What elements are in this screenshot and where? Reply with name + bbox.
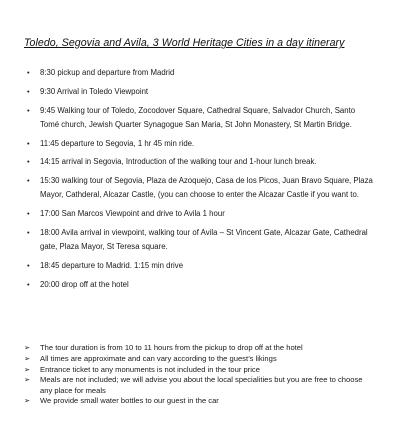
bullet-icon: • xyxy=(27,279,30,289)
bullet-icon: • xyxy=(27,138,30,148)
itinerary-item xyxy=(24,278,374,292)
itinerary-list xyxy=(24,66,374,297)
bullet-icon: • xyxy=(27,176,30,186)
itinerary-item-text: 8:30 pickup and departure from Madrid xyxy=(40,68,175,77)
document-title: Toledo, Segovia and Avila, 3 World Heritage Cities in a day itinerary xyxy=(24,37,345,49)
note-item-text: Entrance ticket to any monuments is not included in the tour price xyxy=(40,364,260,374)
arrow-bullet-icon: ➢ xyxy=(24,375,31,385)
bullet-icon: • xyxy=(27,157,30,167)
itinerary-item xyxy=(24,66,374,80)
itinerary-item xyxy=(24,104,374,132)
arrow-bullet-icon: ➢ xyxy=(24,343,31,352)
itinerary-item xyxy=(24,226,374,254)
note-item xyxy=(24,365,376,375)
itinerary-item-text: 20:00 drop off at the hotel xyxy=(40,279,129,289)
arrow-bullet-icon: ➢ xyxy=(24,396,31,406)
note-item-text: Meals are not included; we will advise you about the local specialities but you are free to choose any place for meals xyxy=(40,375,363,395)
itinerary-item xyxy=(24,207,374,221)
arrow-bullet-icon: ➢ xyxy=(24,364,31,374)
itinerary-item xyxy=(24,174,374,202)
itinerary-item-text: 18:00 Avila arrival in viewpoint, walking tour of Avila – St Vincent Gate, Alcazar Gate, Cathedral gate, Plaza Mayor, St Teresa square. xyxy=(40,227,368,252)
itinerary-item-text: 15:30 walking tour of Segovia, Plaza de Azoquejo, Casa de los Picos, Juan Bravo Square, Plaza Mayor, Cathderal, Alcazar Castle, (you can choose to enter the Alcazar Castle if you want to. xyxy=(40,176,373,200)
itinerary-item xyxy=(24,155,374,169)
note-item xyxy=(24,343,376,353)
itinerary-item xyxy=(24,259,374,273)
note-item-text: The tour duration is from 10 to 11 hours from the pickup to drop off at the hotel xyxy=(40,343,303,352)
itinerary-item xyxy=(24,85,374,99)
itinerary-item-text: 17:00 San Marcos Viewpoint and drive to Avila 1 hour xyxy=(40,209,225,219)
itinerary-item-text: 9:45 Walking tour of Toledo, Zocodover Square, Cathedral Square, Salvador Church, Santo Tomé church, Jewish Quarter Synagogue San Maria, St John Monastery, St Martin Bridge. xyxy=(40,105,356,129)
bullet-icon: • xyxy=(27,68,30,77)
itinerary-item-text: 14:15 arrival in Segovia, Introduction of the walking tour and 1-hour lunch break. xyxy=(40,157,317,167)
itinerary-item xyxy=(24,137,374,151)
bullet-icon: • xyxy=(27,260,30,270)
itinerary-item-text: 9:30 Arrival in Toledo Viewpoint xyxy=(40,86,149,96)
bullet-icon: • xyxy=(27,86,30,96)
bullet-icon: • xyxy=(27,105,30,115)
note-item-text: All times are approximate and can vary according to the guest’s likings xyxy=(40,353,277,363)
note-item xyxy=(24,375,376,395)
note-item xyxy=(24,396,376,406)
bullet-icon: • xyxy=(27,209,30,219)
note-item xyxy=(24,354,376,364)
note-item-text: We provide small water bottles to our guest in the car xyxy=(40,396,219,406)
arrow-bullet-icon: ➢ xyxy=(24,353,31,363)
notes-list xyxy=(24,343,376,407)
bullet-icon: • xyxy=(27,227,30,237)
itinerary-item-text: 11:45 departure to Segovia, 1 hr 45 min ride. xyxy=(40,138,195,148)
itinerary-item-text: 18:45 departure to Madrid. 1:15 min drive xyxy=(40,260,184,270)
